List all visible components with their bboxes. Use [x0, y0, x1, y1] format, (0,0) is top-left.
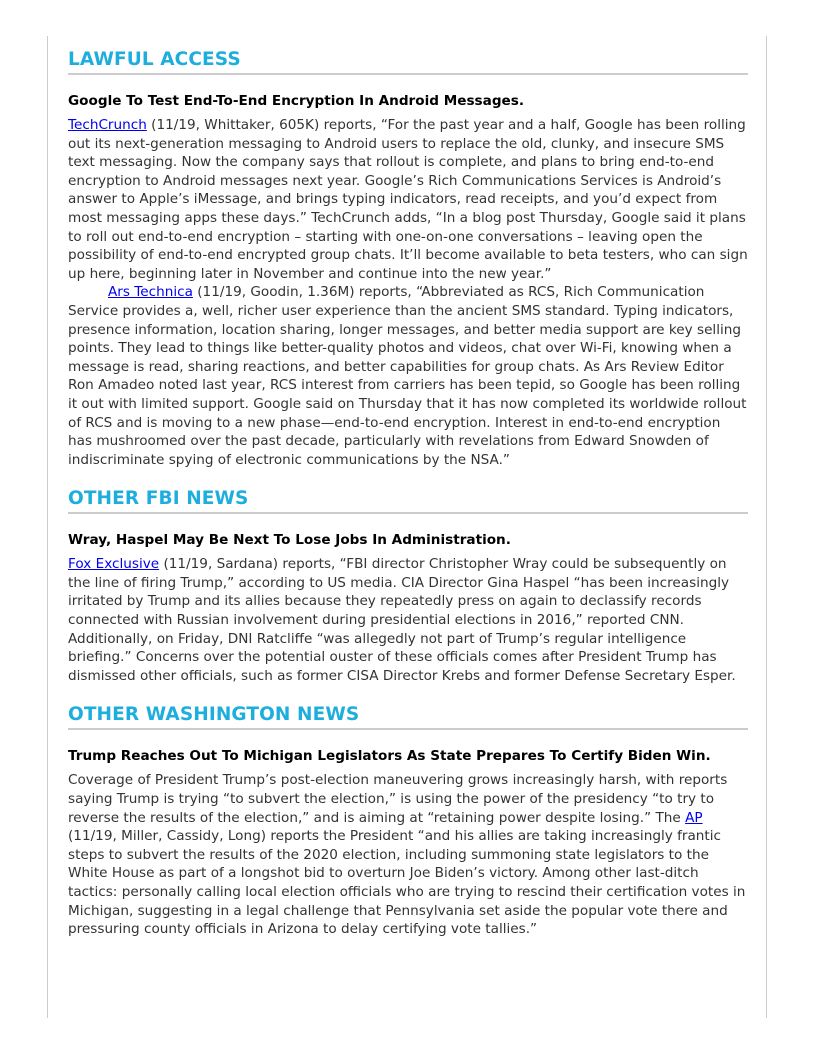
section-other-fbi-news: [68, 486, 748, 685]
article-headline: Google To Test End-To-End Encryption In Android Messages.: [68, 93, 525, 109]
article-paragraph: [68, 283, 748, 469]
section-lawful-access: [68, 47, 748, 469]
article-paragraph: [68, 116, 748, 283]
section-heading: OTHER FBI NEWS: [68, 486, 748, 514]
section-other-washington-news: [68, 702, 748, 938]
newsletter-content: [68, 47, 748, 956]
paragraph-lead-text: Coverage of President Trump’s post-election maneuvering grows increasingly harsh, with reports saying Trump is trying “to subvert the election,” is using the power of the presidency “to try to reverse the results of the election,” and is aiming at “retaining power despite losing.” The: [68, 772, 728, 826]
source-link-techcrunch[interactable]: TechCrunch: [68, 117, 147, 133]
article-headline: Trump Reaches Out To Michigan Legislators As State Prepares To Certify Biden Win.: [68, 748, 711, 765]
article-paragraph: [68, 771, 748, 938]
source-link-ars-technica[interactable]: Ars Technica: [108, 284, 193, 301]
source-link-ap[interactable]: AP: [685, 809, 703, 826]
source-link-fox-exclusive[interactable]: Fox Exclusive: [68, 556, 160, 573]
paragraph-text: (11/19, Goodin, 1.36M) reports, “Abbreviated as RCS, Rich Communication Service provides a, well, richer user experience than the ancient SMS standard. Typing indicators, presence information, location sharing, longer messages, and better media support are key selling points. They lead to things like better-quality photos and videos, chat over Wi-Fi, knowing when a message is read, sharing reactions, and better capabilities for group chats. As Ars Review Editor Ron Amadeo noted last year, RCS interest from carriers has been tepid, so Google has been rolling it out with limited support. Google said on Thursday that it has now completed its worldwide rollout of RCS and is moving to a new phase—end-to-end encryption. Interest in end-to-end encryption has mushroomed over the past decade, particularly with revelations from Edward Snowden of indiscriminate spying of electronic communications by the NSA.”: [68, 284, 747, 468]
paragraph-text: (11/19, Miller, Cassidy, Long) reports the President “and his allies are taking increasingly frantic steps to subvert the results of the 2020 election, including summoning state legislators to the White House as part of a longshot bid to overturn Joe Biden’s victory. Among other last-ditch tactics: personally calling local election officials who are trying to rescind their certification votes in Michigan, suggesting in a legal challenge that Pennsylvania set aside the popular vote there and pressuring county officials in Arizona to delay certifying vote tallies.”: [68, 828, 746, 938]
section-heading: OTHER WASHINGTON NEWS: [68, 702, 748, 730]
section-heading: LAWFUL ACCESS: [68, 47, 748, 75]
article-headline: Wray, Haspel May Be Next To Lose Jobs In Administration.: [68, 532, 511, 549]
paragraph-text: (11/19, Whittaker, 605K) reports, “For the past year and a half, Google has been rolling out its next-generation messaging to Android users to replace the old, clunky, and insecure SMS text messaging. Now the company says that rollout is complete, and plans to bring end-to-end encryption to Android messages next year. Google’s Rich Communications Services is Android’s answer to Apple’s iMessage, and brings typing indicators, read receipts, and you’d expect from most messaging apps these days.” TechCrunch adds, “In a blog post Thursday, Google said it plans to roll out end-to-end encryption – starting with one-on-one conversations – leaving open the possibility of end-to-end encrypted group chats. It’ll become available to beta testers, who can sign up here, beginning later in November and continue into the new year.”: [68, 117, 748, 282]
paragraph-text: (11/19, Sardana) reports, “FBI director Christopher Wray could be subsequently on the line of firing Trump,” according to US media. CIA Director Gina Haspel “has been increasingly irritated by Trump and its allies because they repeatedly press on again to declassify records connected with Russian involvement during presidential elections in 2016,” reported CNN. Additionally, on Friday, DNI Ratcliffe “was allegedly not part of Trump’s regular intelligence briefing.” Concerns over the potential ouster of these officials comes after President Trump has dismissed other officials, such as former CISA Director Krebs and former Defense Secretary Esper.: [68, 556, 736, 684]
article-paragraph: [68, 555, 748, 685]
